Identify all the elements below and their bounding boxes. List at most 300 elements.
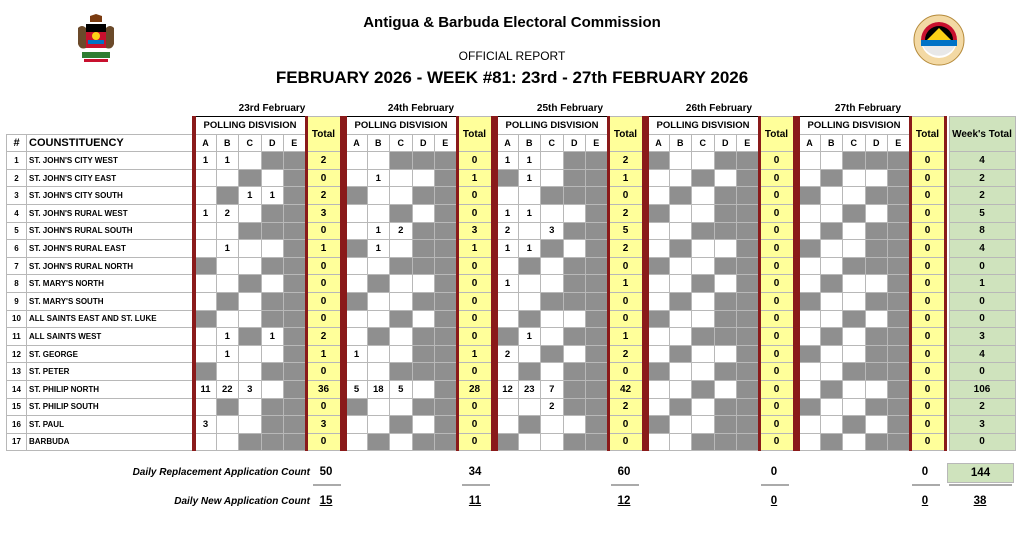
row-number: 9 <box>7 292 27 310</box>
division-count <box>563 433 586 451</box>
division-count <box>194 275 217 293</box>
division-count <box>647 416 670 434</box>
division-count <box>284 310 307 328</box>
day-total: 1 <box>457 345 492 363</box>
division-count <box>843 328 866 346</box>
division-count <box>714 240 737 258</box>
constituency-name: BARBUDA <box>27 433 194 451</box>
day-total: 0 <box>759 257 794 275</box>
division-count <box>820 152 843 170</box>
division-count: 1 <box>216 345 239 363</box>
division-count <box>518 222 541 240</box>
division-count <box>820 380 843 398</box>
day-total: 0 <box>608 292 643 310</box>
coat-of-arms-icon <box>76 14 116 64</box>
day-total: 0 <box>759 328 794 346</box>
division-count: 5 <box>390 380 413 398</box>
division-count <box>367 292 390 310</box>
constituency-name: ST. JOHN'S CITY EAST <box>27 169 194 187</box>
division-count <box>586 433 609 451</box>
division-count <box>647 345 670 363</box>
division-count: 1 <box>367 240 390 258</box>
division-count <box>284 363 307 381</box>
division-count: 12 <box>496 380 519 398</box>
division-count <box>647 433 670 451</box>
week-total: 0 <box>949 292 1015 310</box>
day-total: 0 <box>306 222 341 240</box>
division-count <box>820 169 843 187</box>
division-count <box>820 416 843 434</box>
division-count <box>345 257 368 275</box>
day-total: 0 <box>457 257 492 275</box>
day-total: 0 <box>759 363 794 381</box>
division-count: 1 <box>518 328 541 346</box>
day-total: 0 <box>910 363 945 381</box>
day-total: 0 <box>910 398 945 416</box>
week-total: 2 <box>949 187 1015 205</box>
division-count <box>669 310 692 328</box>
row-number: 1 <box>7 152 27 170</box>
division-count <box>541 204 564 222</box>
division-count <box>261 380 284 398</box>
total-header: Total <box>457 117 492 152</box>
day-total: 1 <box>608 275 643 293</box>
division-count <box>194 363 217 381</box>
division-count <box>239 169 262 187</box>
blank-cell <box>27 117 194 135</box>
division-count <box>888 275 911 293</box>
division-count <box>216 363 239 381</box>
week-new-total: 38 <box>973 495 987 507</box>
day-total: 0 <box>608 416 643 434</box>
division-count <box>194 328 217 346</box>
new-count-23: 15 <box>319 495 333 507</box>
division-count <box>798 328 821 346</box>
day-total: 0 <box>910 310 945 328</box>
constituency-name: ST. JOHN'S CITY WEST <box>27 152 194 170</box>
day-total: 0 <box>608 257 643 275</box>
division-count <box>586 380 609 398</box>
constituency-name: ST. MARY'S NORTH <box>27 275 194 293</box>
division-count <box>798 240 821 258</box>
division-count <box>820 222 843 240</box>
division-count: 1 <box>518 204 541 222</box>
day-total: 0 <box>910 380 945 398</box>
day-total: 1 <box>457 240 492 258</box>
day-total: 0 <box>457 152 492 170</box>
week-total: 4 <box>949 240 1015 258</box>
division-count <box>435 187 458 205</box>
division-count <box>261 169 284 187</box>
division-count <box>390 310 413 328</box>
division-count <box>284 328 307 346</box>
division-letter-header: A <box>798 134 821 152</box>
day-total: 0 <box>759 292 794 310</box>
day-total: 0 <box>759 187 794 205</box>
day-total: 0 <box>759 152 794 170</box>
day-total: 0 <box>910 152 945 170</box>
division-count <box>586 345 609 363</box>
division-count <box>798 310 821 328</box>
constituency-name: ST. JOHN'S RURAL EAST <box>27 240 194 258</box>
division-count <box>563 152 586 170</box>
day-total: 0 <box>457 328 492 346</box>
week-total: 2 <box>949 398 1015 416</box>
day-total: 0 <box>910 240 945 258</box>
division-count: 2 <box>496 222 519 240</box>
division-count: 3 <box>239 380 262 398</box>
day-total: 2 <box>608 345 643 363</box>
table-row <box>7 152 1016 170</box>
division-count <box>843 292 866 310</box>
day-total: 36 <box>306 380 341 398</box>
day-header-27: 27th February <box>834 103 902 114</box>
new-count-26: 0 <box>770 495 778 507</box>
division-count <box>669 398 692 416</box>
division-count <box>367 328 390 346</box>
division-count <box>194 169 217 187</box>
division-count <box>390 433 413 451</box>
week-title: FEBRUARY 2026 - WEEK #81: 23rd - 27th FEBRUARY 2026 <box>275 68 749 87</box>
division-count <box>390 152 413 170</box>
division-count <box>390 363 413 381</box>
division-count <box>435 398 458 416</box>
division-count <box>239 275 262 293</box>
division-count <box>216 433 239 451</box>
division-count: 3 <box>541 222 564 240</box>
division-count <box>647 363 670 381</box>
division-count <box>669 345 692 363</box>
division-count <box>798 187 821 205</box>
division-count: 5 <box>345 380 368 398</box>
division-count <box>586 152 609 170</box>
division-count <box>714 152 737 170</box>
division-count <box>865 222 888 240</box>
division-count <box>518 398 541 416</box>
division-count <box>261 398 284 416</box>
day-total: 0 <box>759 222 794 240</box>
day-total: 1 <box>457 169 492 187</box>
division-letter-header: B <box>216 134 239 152</box>
division-count <box>345 416 368 434</box>
division-count <box>518 187 541 205</box>
division-count <box>390 187 413 205</box>
constituency-name: ST. PAUL <box>27 416 194 434</box>
division-count <box>563 398 586 416</box>
division-count <box>798 380 821 398</box>
division-count <box>865 169 888 187</box>
division-count <box>496 363 519 381</box>
division-count <box>261 257 284 275</box>
day-total: 0 <box>910 345 945 363</box>
division-count <box>345 363 368 381</box>
day-total: 0 <box>759 310 794 328</box>
constituency-name: ALL SAINTS EAST AND ST. LUKE <box>27 310 194 328</box>
division-count <box>367 187 390 205</box>
division-letter-header: C <box>390 134 413 152</box>
day-total: 2 <box>306 187 341 205</box>
total-header: Total <box>759 117 794 152</box>
table-row <box>7 433 1016 451</box>
division-count <box>714 292 737 310</box>
division-count <box>496 257 519 275</box>
day-total: 0 <box>306 398 341 416</box>
division-count <box>888 363 911 381</box>
division-count <box>518 416 541 434</box>
division-count <box>647 240 670 258</box>
division-count: 1 <box>261 328 284 346</box>
division-count <box>798 416 821 434</box>
constituency-name: ST. JOHN'S RURAL SOUTH <box>27 222 194 240</box>
day-header-24: 24th February <box>387 103 455 114</box>
division-count <box>194 222 217 240</box>
division-count <box>194 240 217 258</box>
division-count <box>820 433 843 451</box>
division-count <box>669 187 692 205</box>
division-count <box>798 204 821 222</box>
day-total: 0 <box>306 310 341 328</box>
division-count <box>261 416 284 434</box>
day-total: 0 <box>306 433 341 451</box>
division-count <box>669 240 692 258</box>
division-count <box>345 187 368 205</box>
division-count <box>737 380 760 398</box>
division-count: 1 <box>345 345 368 363</box>
day-total: 0 <box>759 204 794 222</box>
division-count <box>714 416 737 434</box>
division-count <box>435 310 458 328</box>
division-letter-header: C <box>692 134 715 152</box>
constituency-name: ALL SAINTS WEST <box>27 328 194 346</box>
division-count <box>563 345 586 363</box>
division-count <box>692 328 715 346</box>
division-count <box>820 398 843 416</box>
division-count <box>518 363 541 381</box>
electoral-commission-seal-icon <box>913 14 965 66</box>
day-total: 0 <box>759 169 794 187</box>
week-total: 0 <box>949 257 1015 275</box>
division-count <box>798 398 821 416</box>
division-letter-header: C <box>843 134 866 152</box>
division-count: 1 <box>496 204 519 222</box>
division-letter-header: B <box>518 134 541 152</box>
division-count <box>669 292 692 310</box>
division-letter-header: B <box>367 134 390 152</box>
division-count <box>647 222 670 240</box>
constituency-name: ST. GEORGE <box>27 345 194 363</box>
division-count <box>390 275 413 293</box>
division-count <box>412 275 435 293</box>
division-count: 1 <box>367 222 390 240</box>
spacer <box>945 134 949 152</box>
division-count <box>367 398 390 416</box>
division-count <box>541 416 564 434</box>
day-total: 0 <box>457 204 492 222</box>
division-count <box>714 398 737 416</box>
division-count <box>239 416 262 434</box>
division-count <box>714 433 737 451</box>
division-count: 1 <box>496 240 519 258</box>
division-count <box>563 187 586 205</box>
division-count <box>714 328 737 346</box>
division-count <box>692 240 715 258</box>
division-letter-header: C <box>541 134 564 152</box>
division-count <box>737 222 760 240</box>
division-count <box>714 169 737 187</box>
division-count <box>586 292 609 310</box>
division-count <box>367 257 390 275</box>
day-total: 0 <box>910 204 945 222</box>
division-count <box>865 328 888 346</box>
division-count <box>261 240 284 258</box>
division-count <box>843 310 866 328</box>
division-count <box>737 328 760 346</box>
division-count <box>563 416 586 434</box>
division-count: 3 <box>194 416 217 434</box>
day-total: 0 <box>457 416 492 434</box>
division-count <box>563 363 586 381</box>
hash-header: # <box>7 134 27 152</box>
division-count <box>888 380 911 398</box>
division-count <box>692 398 715 416</box>
day-total: 1 <box>608 169 643 187</box>
division-count <box>843 363 866 381</box>
division-count <box>345 433 368 451</box>
division-count <box>843 275 866 293</box>
table-row <box>7 398 1016 416</box>
day-total: 0 <box>910 257 945 275</box>
division-letter-header: D <box>865 134 888 152</box>
division-count <box>496 310 519 328</box>
row-number: 7 <box>7 257 27 275</box>
division-count <box>541 152 564 170</box>
division-letter-header: A <box>345 134 368 152</box>
division-count <box>888 257 911 275</box>
division-count <box>390 398 413 416</box>
division-count <box>239 152 262 170</box>
division-count <box>798 169 821 187</box>
week-total: 3 <box>949 328 1015 346</box>
division-count <box>888 416 911 434</box>
division-count <box>865 345 888 363</box>
division-count <box>435 380 458 398</box>
division-count: 1 <box>518 169 541 187</box>
row-number: 2 <box>7 169 27 187</box>
division-count <box>737 257 760 275</box>
division-count <box>194 187 217 205</box>
division-count <box>798 152 821 170</box>
table-row <box>7 204 1016 222</box>
row-number: 6 <box>7 240 27 258</box>
division-count: 1 <box>194 152 217 170</box>
division-count <box>843 204 866 222</box>
division-count <box>563 240 586 258</box>
division-count <box>412 257 435 275</box>
division-count <box>647 204 670 222</box>
division-count <box>261 433 284 451</box>
division-count <box>865 433 888 451</box>
division-count <box>345 310 368 328</box>
division-count <box>518 310 541 328</box>
division-count <box>888 152 911 170</box>
division-count <box>412 398 435 416</box>
division-count <box>737 292 760 310</box>
division-count <box>843 222 866 240</box>
week-total: 0 <box>949 363 1015 381</box>
division-count <box>345 275 368 293</box>
division-count <box>435 204 458 222</box>
report-type: OFFICIAL REPORT <box>458 49 566 63</box>
day-total: 2 <box>608 240 643 258</box>
division-count <box>284 292 307 310</box>
division-count <box>496 416 519 434</box>
division-count: 1 <box>261 187 284 205</box>
division-count <box>737 433 760 451</box>
division-count <box>820 257 843 275</box>
division-count <box>692 187 715 205</box>
division-count <box>194 310 217 328</box>
constituency-header: COUNSTITUENCY <box>27 134 194 152</box>
division-count <box>737 416 760 434</box>
division-count <box>261 292 284 310</box>
division-count <box>412 152 435 170</box>
division-count <box>239 398 262 416</box>
division-count: 1 <box>194 204 217 222</box>
division-letter-header: D <box>563 134 586 152</box>
division-count <box>412 363 435 381</box>
division-count <box>647 257 670 275</box>
division-count <box>284 433 307 451</box>
division-count <box>647 380 670 398</box>
division-count <box>518 257 541 275</box>
day-total: 0 <box>608 433 643 451</box>
division-count <box>216 187 239 205</box>
division-count <box>586 398 609 416</box>
division-count <box>843 169 866 187</box>
day-total: 0 <box>910 328 945 346</box>
day-total: 0 <box>306 363 341 381</box>
division-count <box>261 310 284 328</box>
table-row <box>7 187 1016 205</box>
table-row <box>7 169 1016 187</box>
division-count <box>541 240 564 258</box>
division-count <box>194 398 217 416</box>
division-count <box>865 292 888 310</box>
division-count <box>239 433 262 451</box>
division-count: 1 <box>496 152 519 170</box>
division-count <box>261 363 284 381</box>
division-count <box>798 433 821 451</box>
table-row <box>7 292 1016 310</box>
division-count: 1 <box>367 169 390 187</box>
day-total: 3 <box>306 204 341 222</box>
division-count <box>216 257 239 275</box>
total-header: Total <box>306 117 341 152</box>
division-count <box>669 222 692 240</box>
day-total: 0 <box>759 275 794 293</box>
division-count <box>541 345 564 363</box>
division-count: 7 <box>541 380 564 398</box>
division-count <box>216 169 239 187</box>
division-count <box>820 310 843 328</box>
division-count <box>669 169 692 187</box>
day-total: 2 <box>608 152 643 170</box>
division-count <box>669 328 692 346</box>
division-count <box>669 275 692 293</box>
division-count <box>284 152 307 170</box>
day-total: 0 <box>608 310 643 328</box>
division-count <box>345 328 368 346</box>
